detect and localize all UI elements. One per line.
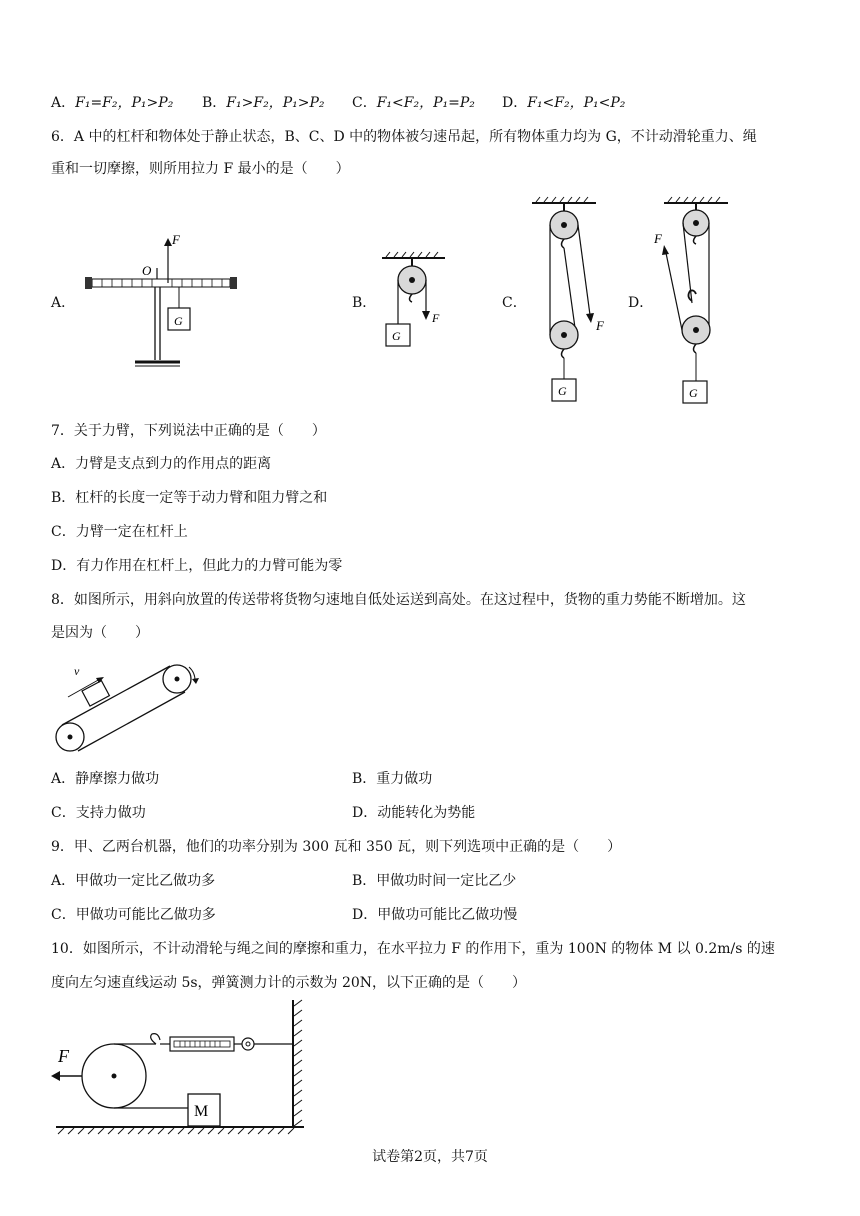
q5-option-a: A．F₁=F₂，P₁>P₂ — [51, 95, 174, 111]
q6-figure-letter-a: A． — [51, 295, 76, 311]
q6-figure-letter-d: D． — [628, 295, 654, 311]
q10-stem-line2: 度向左匀速直线运动 5s，弹簧测力计的示数为 20N，以下正确的是（ ） — [51, 975, 527, 991]
q8-stem-line2: 是因为（ ） — [51, 625, 149, 641]
q7-option-c: C．力臂一定在杠杆上 — [51, 524, 188, 540]
q6-c-weight-label: G — [558, 384, 567, 398]
q8-option-d: D．动能转化为势能 — [352, 805, 476, 821]
q6-figure-letter-b: B． — [352, 295, 377, 311]
q6-b-weight-label: G — [392, 329, 401, 343]
q8-option-b: B．重力做功 — [352, 771, 433, 787]
q9-option-b: B．甲做功时间一定比乙少 — [352, 873, 517, 889]
q8-velocity-label: v — [74, 664, 80, 678]
q9-option-d: D．甲做功可能比乙做功慢 — [352, 907, 518, 923]
q9-option-a: A．甲做功一定比乙做功多 — [51, 873, 216, 889]
q9-option-c: C．甲做功可能比乙做功多 — [51, 907, 216, 923]
q7-option-b: B．杠杆的长度一定等于动力臂和阻力臂之和 — [51, 490, 328, 506]
q8-option-c: C．支持力做功 — [51, 805, 146, 821]
q8-stem-line1: 8．如图所示，用斜向放置的传送带将货物匀速地自低处运送到高处。在这过程中，货物的重力势能不断增加。这 — [51, 592, 746, 608]
q5-option-d: D．F₁<F₂，P₁<P₂ — [502, 95, 626, 111]
q10-figure-pulley-spring-scale — [48, 1000, 313, 1140]
q6-figure-a-lever — [80, 230, 250, 370]
q6-d-weight-label: G — [689, 386, 698, 400]
q6-stem-line1: 6．A 中的杠杆和物体处于静止状态，B、C、D 中的物体被匀速吊起，所有物体重力均为 G，不计动滑轮重力、绳 — [51, 129, 757, 145]
q10-object-label: M — [194, 1103, 209, 1120]
page-footer: 试卷第2页，共7页 — [372, 1149, 488, 1165]
q10-stem-line1: 10．如图所示，不计动滑轮与绳之间的摩擦和重力，在水平拉力 F 的作用下，重为 100N 的物体 M 以 0.2m/s 的速 — [51, 941, 775, 957]
q6-a-weight-label: G — [174, 314, 183, 328]
q9-stem: 9．甲、乙两台机器，他们的功率分别为 300 瓦和 350 瓦，则下列选项中正确的是（ ） — [51, 839, 622, 855]
q6-b-force-label: F — [432, 311, 440, 325]
q6-c-force-label: F — [596, 318, 604, 333]
q6-figure-c-pulley-block — [528, 195, 618, 410]
q6-d-force-label: F — [654, 231, 662, 246]
q8-option-a: A．静摩擦力做功 — [51, 771, 160, 787]
q7-stem: 7．关于力臂，下列说法中正确的是（ ） — [51, 423, 326, 439]
q6-figure-letter-c: C． — [502, 295, 527, 311]
q7-option-d: D．有力作用在杠杆上，但此力的力臂可能为零 — [51, 558, 343, 574]
q8-figure-conveyor-belt — [52, 655, 212, 755]
q7-option-a: A．力臂是支点到力的作用点的距离 — [51, 456, 272, 472]
q5-option-c: C．F₁<F₂，P₁=P₂ — [352, 95, 475, 111]
q6-stem-line2: 重和一切摩擦，则所用拉力 F 最小的是（ ） — [51, 161, 350, 177]
q6-figure-b-fixed-pulley — [380, 250, 450, 350]
q5-option-b: B．F₁>F₂，P₁>P₂ — [202, 95, 325, 111]
q6-a-force-label: F — [172, 232, 180, 247]
q10-force-label: F — [58, 1046, 69, 1066]
q6-a-pivot-label: O — [142, 263, 152, 278]
q6-figure-d-pulley-block — [652, 195, 732, 410]
